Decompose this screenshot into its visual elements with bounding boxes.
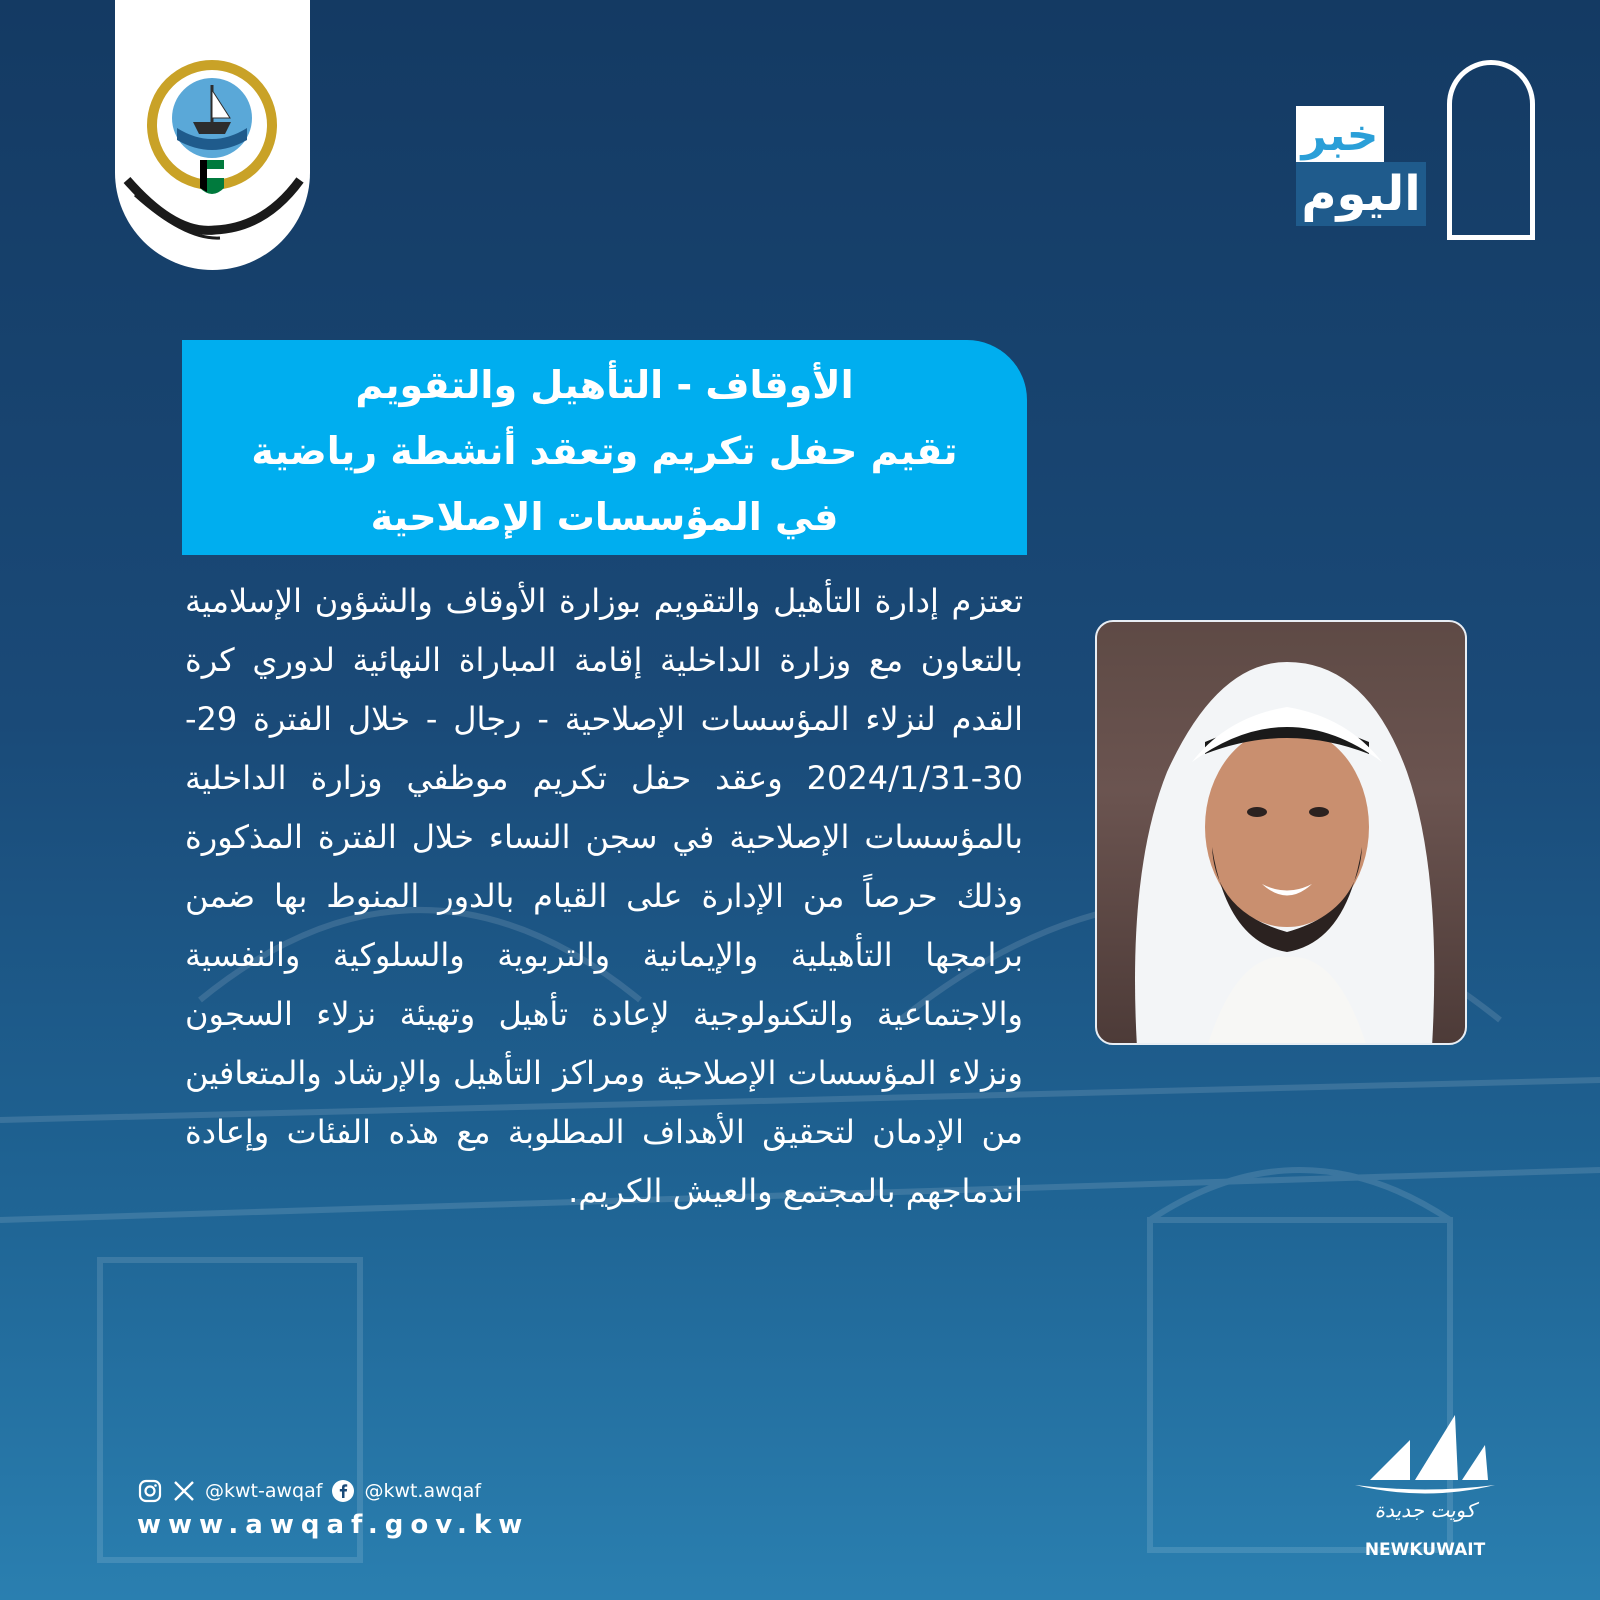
badge-khabar-text: خبر (1296, 106, 1384, 166)
facebook-icon[interactable] (330, 1478, 356, 1504)
headline-line-3: في المؤسسات الإصلاحية (370, 495, 839, 539)
headline-box (182, 340, 1027, 555)
headline-line-2: تقيم حفل تكريم وتعقد أنشطة رياضية (251, 429, 958, 473)
social-handles (137, 1476, 481, 1506)
newkuwait-arabic: كويت جديدة (1374, 1498, 1476, 1522)
article-body: تعتزم إدارة التأهيل والتقويم بوزارة الأوقاف والشؤون الإسلامية بالتعاون مع وزارة الداخلية إقامة المباراة النهائية لدوري كرة القدم لنزلاء المؤسسات الإصلاحية - رجال - خلال الفترة 29-30-2024/1/31 وعقد حفل تكريم موظفي وزارة الداخلية بالمؤسسات الإصلاحية في سجن النساء خلال الفترة المذكورة وذلك حرصاً من الإدارة على القيام بالدور المنوط بها ضمن برامجها التأهيلية والإيمانية والتربوية والسلوكية والنفسية والاجتماعية والتكنولوجية لإعادة تأهيل وتهيئة نزلاء السجون ونزلاء المؤسسات الإصلاحية ومراكز التأهيل والإرشاد والمتعافين من الإدمان لتحقيق الأهداف المطلوبة مع هذه الفئات وإعادة اندماجهم بالمجتمع والعيش الكريم. (185, 582, 1023, 1210)
newkuwait-logo (1350, 1410, 1500, 1560)
arch-frame-icon (1447, 60, 1535, 240)
x-handle[interactable]: @kwt-awqaf (205, 1480, 323, 1502)
x-icon[interactable] (171, 1478, 197, 1504)
website-link[interactable]: www.awqaf.gov.kw (137, 1510, 530, 1540)
ministry-logo (115, 0, 310, 270)
facebook-handle[interactable]: @kwt.awqaf (364, 1480, 482, 1502)
khabar-alyoum-badge (1290, 60, 1535, 250)
instagram-icon[interactable] (137, 1478, 163, 1504)
dhow-sail-icon (1350, 1410, 1500, 1500)
portrait-photo (1095, 620, 1467, 1045)
badge-youm-text: اليوم (1296, 162, 1426, 226)
headline-line-1: الأوقاف - التأهيل والتقويم (355, 363, 854, 407)
newkuwait-label: NEWKUWAIT (1364, 1540, 1486, 1560)
